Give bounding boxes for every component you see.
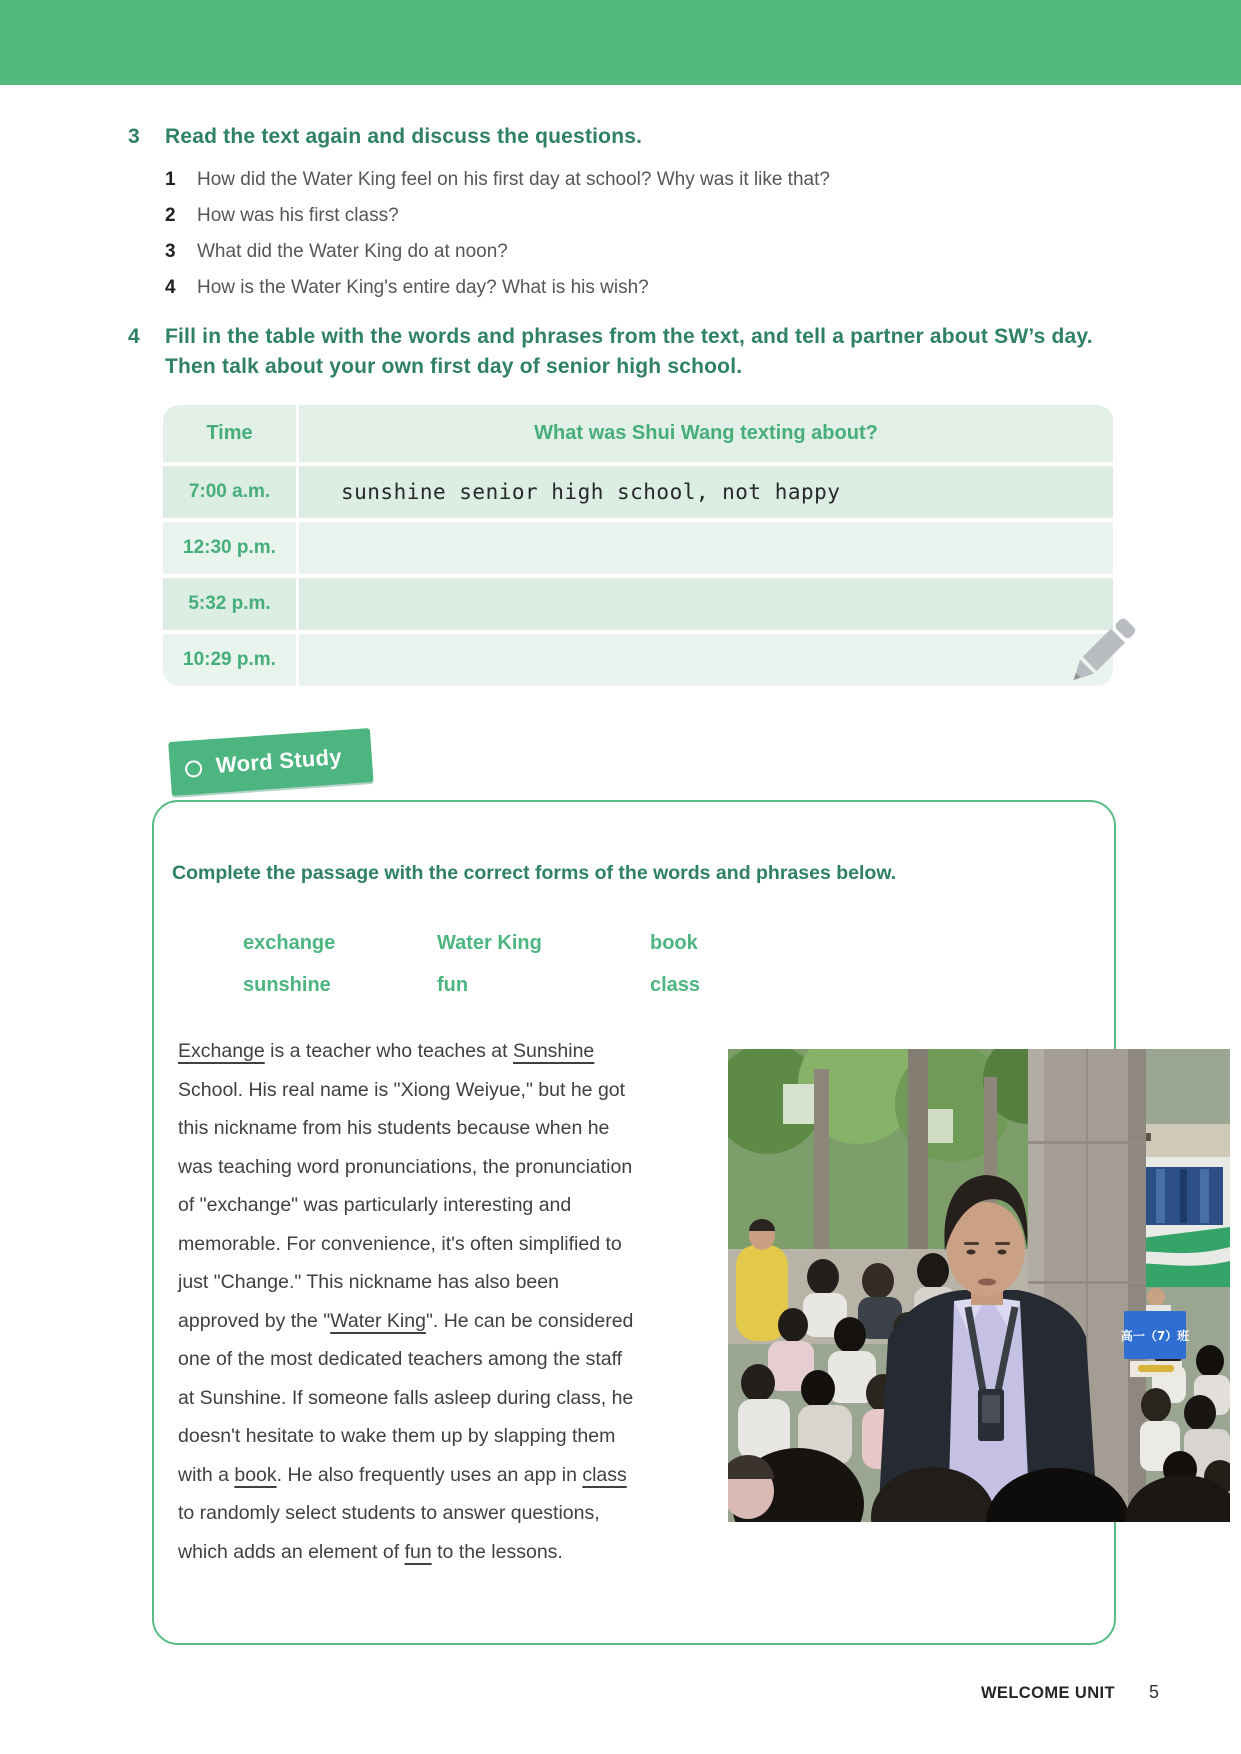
answer-cell <box>299 578 1113 630</box>
passage-text: School. His real name is "Xiong Weiyue," but he got this nickname from his students because when he was teaching word pronunciations, the pronunciation of "exchange" was particularly interesting and memorable. For convenience, it's often simplified to just "Change." This nickname has also been approved by the " <box>178 1078 633 1332</box>
answer-cell <box>299 634 1113 686</box>
top-banner <box>0 0 1241 85</box>
section-3-title: Read the text again and discuss the questions. <box>165 125 643 148</box>
passage-text: ". He can be considered one of the most dedicated teachers among the staff at Sunshine. If someone falls asleep during class, he doesn't hesitate to wake them up by slapping them with a <box>178 1309 634 1486</box>
word-study-badge <box>168 728 373 796</box>
badge-ring-icon <box>185 760 203 778</box>
word-bank-item: sunshine <box>243 974 331 996</box>
answer-word-underlined: Exchange <box>178 1040 265 1062</box>
question-number: 3 <box>165 241 176 262</box>
passage-text: is a teacher who teaches at <box>264 1040 513 1062</box>
word-bank-item: Water King <box>437 932 542 954</box>
table-row <box>163 578 1113 630</box>
section-4-number: 4 <box>128 325 140 348</box>
word-study-badge-label: Word Study <box>215 744 343 778</box>
passage-text: to randomly select students to answer questions, which adds an element of <box>178 1502 600 1563</box>
answer-cell <box>299 466 1113 518</box>
entry-column-header: What was Shui Wang texting about? <box>299 405 1113 462</box>
question-text: How is the Water King's entire day? What is his wish? <box>197 277 649 298</box>
page-footer <box>981 1682 1159 1703</box>
section-4-title: Fill in the table with the words and phrases from the text, and tell a partner about SW’s day. Then talk about your own first day of senior high school. <box>165 325 1093 378</box>
footer-unit-label: WELCOME UNIT <box>980 1684 1115 1702</box>
section-4-heading <box>128 322 1118 382</box>
question-number: 2 <box>165 205 176 226</box>
time-cell: 5:32 p.m. <box>163 578 296 630</box>
footer-page-number: 5 <box>1148 1682 1159 1702</box>
section-3-number: 3 <box>128 125 140 148</box>
time-column-header: Time <box>163 405 296 462</box>
schedule-table <box>163 405 1113 686</box>
question-item <box>165 276 1115 299</box>
answer-word-underlined: fun <box>404 1540 432 1563</box>
table-row <box>163 634 1113 686</box>
question-number: 4 <box>165 277 176 298</box>
word-bank-item: fun <box>437 974 469 996</box>
answer-cell <box>299 522 1113 574</box>
time-cell: 10:29 p.m. <box>163 634 296 686</box>
answer-word-underlined: Sunshine <box>512 1040 595 1062</box>
question-text: How did the Water King feel on his first day at school? Why was it like that? <box>197 169 830 190</box>
answer-word-underlined: Water King <box>330 1309 426 1332</box>
word-study-instruction: Complete the passage with the correct forms of the words and phrases below. <box>172 862 897 884</box>
question-item <box>165 168 1115 191</box>
passage-text: to the lessons. <box>431 1540 563 1563</box>
time-cell: 12:30 p.m. <box>163 522 296 574</box>
table-row <box>163 466 1113 518</box>
table-header-row <box>163 405 1113 462</box>
question-number: 1 <box>165 169 176 190</box>
word-bank-item: exchange <box>243 932 336 954</box>
word-study-passage <box>178 1032 640 1571</box>
table-row <box>163 522 1113 574</box>
word-bank-item: class <box>650 974 701 996</box>
class-sign-label: 高一（7）班 <box>1120 1329 1190 1343</box>
handwritten-answer: sunshine senior high school, not happy <box>341 480 841 504</box>
answer-word-underlined: class <box>582 1463 627 1486</box>
section-3-heading <box>128 122 1108 152</box>
question-list <box>165 168 1115 312</box>
question-text: How was his first class? <box>197 205 399 226</box>
time-cell: 7:00 a.m. <box>163 466 296 518</box>
passage-text: . He also frequently uses an app in <box>276 1463 583 1486</box>
word-bank-item: book <box>650 932 698 954</box>
question-item <box>165 240 1115 263</box>
teacher-crowd-photo <box>728 1049 1230 1522</box>
question-text: What did the Water King do at noon? <box>197 241 508 262</box>
pencil-icon <box>1052 606 1147 701</box>
question-item <box>165 204 1115 227</box>
answer-word-underlined: book <box>234 1463 277 1486</box>
